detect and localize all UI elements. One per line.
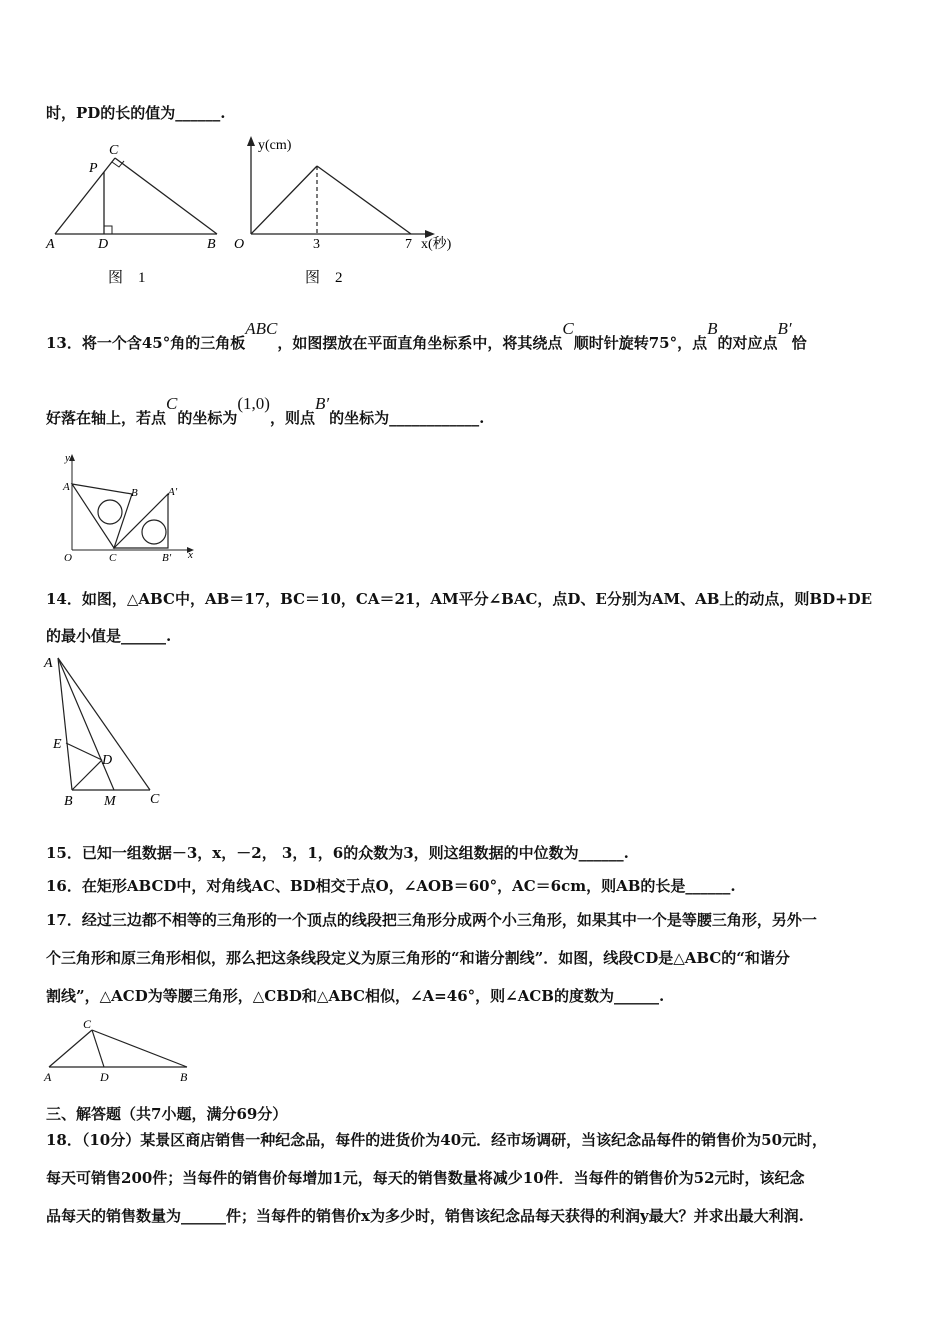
fig1-label-p: P	[89, 161, 98, 176]
q18-line-2: 每天可销售200件；当每件的销售价每增加1元，每天的销售数量将减少10件．当每件的销售价为52元时，该纪念	[46, 1169, 805, 1187]
q14-fig-e: E	[53, 737, 62, 752]
fig1-label-a: A	[46, 237, 55, 252]
q13-fig-c: C	[109, 552, 117, 564]
q13-line-1: 13．将一个含45°角的三角板ABC，如图摆放在平面直角坐标系中，将其绕点C顺时针旋转75°，点B的对应点B′恰	[46, 319, 807, 352]
q13-fig-aprime: A′	[168, 486, 178, 498]
q17-fig-a: A	[44, 1070, 52, 1084]
q18-line-1: 18．（10分）某景区商店销售一种纪念品，每件的进货价为40元．经市场调研，当该纪念品每件的销售价为50元时，	[46, 1131, 828, 1149]
fig2-ylabel: y(cm)	[258, 138, 292, 153]
q17-line-2: 个三角形和原三角形相似，那么把这条线段定义为原三角形的“和谐分割线”．如图，线段CD是△ABC的“和谐分	[46, 949, 790, 967]
q14-line-1: 14．如图，△ABC中，AB＝17，BC＝10，CA＝21，AM平分∠BAC，点D、E分别为AM、AB上的动点，则BD+DE	[46, 590, 873, 608]
q14-fig-m: M	[104, 794, 116, 809]
fig2-tick-3: 3	[313, 237, 320, 252]
q17-fig-d: D	[100, 1070, 109, 1084]
q12-figure-2	[225, 132, 470, 288]
q13-figure	[58, 450, 203, 565]
q12-tail-text: 时，PD的长的值为______.	[46, 104, 226, 122]
fig1-label-b: B	[207, 237, 216, 252]
q13-fig-b: B	[131, 487, 138, 499]
q17-line-3: 割线”，△ACD为等腰三角形，△CBD和△ABC相似，∠A=46°，则∠ACB的度数为______.	[46, 987, 665, 1005]
q13-fig-bprime: B′	[162, 552, 172, 564]
section-3-title: 三、解答题（共7小题，满分69分）	[46, 1105, 288, 1123]
q17-figure	[40, 1015, 200, 1087]
q17-line-1: 17．经过三边都不相等的三角形的一个顶点的线段把三角形分成两个小三角形，如果其中一个是等腰三角形，另外一	[46, 911, 817, 929]
q17-fig-c: C	[83, 1017, 92, 1031]
q14-fig-a: A	[44, 656, 53, 671]
fig1-label-c: C	[109, 143, 119, 158]
q14-line-2: 的最小值是______.	[46, 627, 172, 645]
q14-fig-c: C	[150, 792, 160, 807]
fig2-origin: O	[234, 237, 245, 252]
q14-figure	[40, 652, 175, 812]
q15-text: 15．已知一组数据－3，x，－2， 3，1，6的众数为3，则这组数据的中位数为______.	[46, 844, 629, 862]
q16-text: 16．在矩形ABCD中，对角线AC、BD相交于点O，∠AOB＝60°，AC＝6cm，则AB的长是______.	[46, 877, 736, 895]
fig1-label-d: D	[98, 237, 109, 252]
q14-fig-b: B	[64, 794, 73, 809]
fig2-xlabel: x(秒)	[421, 237, 452, 252]
q12-figure-1	[40, 138, 230, 288]
fig2-caption: 图 2	[305, 270, 343, 286]
q13-fig-x: x	[188, 549, 193, 561]
q13-line-2: 好落在轴上，若点C的坐标为(1,0)，则点B′的坐标为____________.	[46, 394, 485, 427]
fig1-caption: 图 1	[108, 270, 146, 286]
q18-line-3: 品每天的销售数量为______件；当每件的销售价x为多少时，销售该纪念品每天获得的利润y最大？并求出最大利润.	[46, 1207, 804, 1225]
q17-fig-b: B	[180, 1070, 188, 1084]
q14-fig-d: D	[102, 753, 113, 768]
q13-fig-y: y	[65, 452, 70, 464]
q13-fig-o: O	[64, 552, 72, 564]
q13-fig-a: A	[63, 481, 70, 493]
fig2-tick-7: 7	[405, 237, 412, 252]
